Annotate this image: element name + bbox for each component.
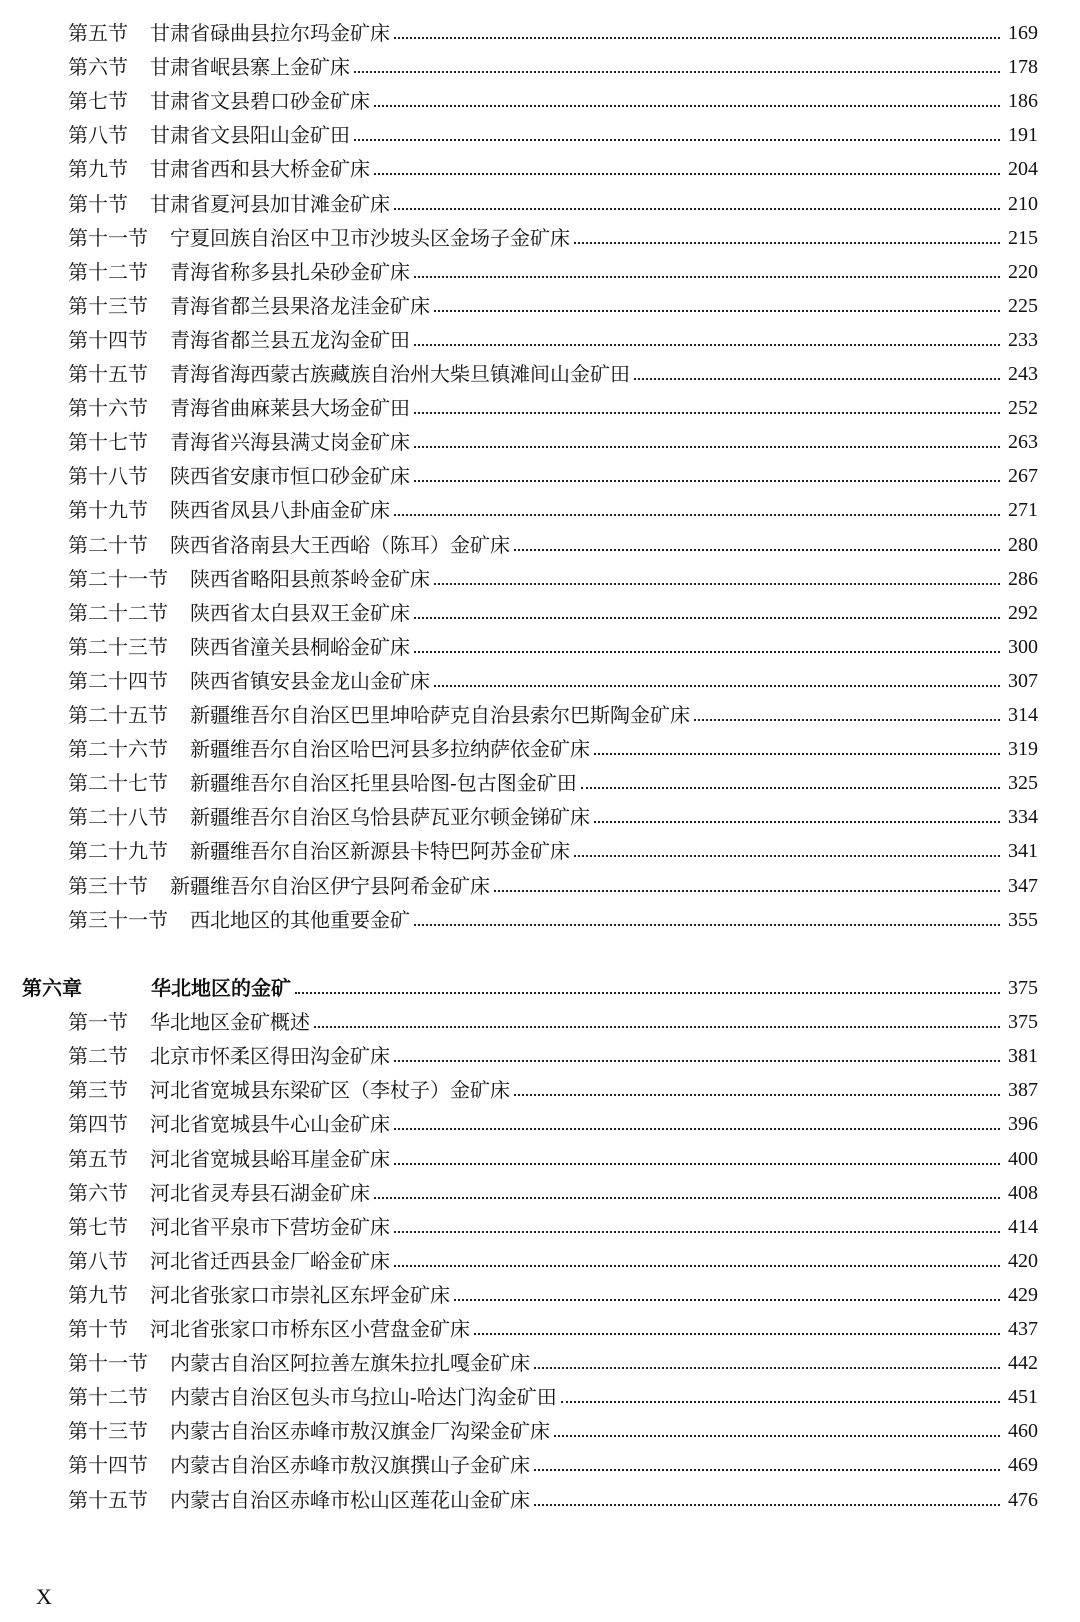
section-title: 陕西省凤县八卦庙金矿床	[170, 498, 390, 523]
section-entry[interactable]	[0, 425, 1080, 459]
section-entry[interactable]	[0, 800, 1080, 834]
section-title: 新疆维吾尔自治区托里县哈图-包古图金矿田	[190, 771, 577, 796]
section-entry[interactable]	[0, 596, 1080, 630]
section-label: 第十一节	[68, 1351, 148, 1376]
page-ref: 341	[1008, 840, 1038, 863]
section-title: 河北省宽城县峪耳崖金矿床	[150, 1146, 390, 1171]
section-title: 新疆维吾尔自治区伊宁县阿希金矿床	[170, 873, 490, 898]
section-entry[interactable]	[0, 834, 1080, 868]
section-label: 第二十一节	[68, 566, 168, 591]
leader-dots	[594, 821, 1000, 823]
leader-dots	[394, 37, 1000, 39]
section-title: 内蒙古自治区赤峰市敖汉旗金厂沟梁金矿床	[170, 1419, 550, 1444]
section-entry[interactable]	[0, 221, 1080, 255]
leader-dots	[374, 1197, 1000, 1199]
leader-dots	[694, 719, 1000, 721]
section-title: 华北地区金矿概述	[150, 1010, 310, 1035]
leader-dots	[574, 242, 1000, 244]
leader-dots	[634, 378, 1000, 380]
page-ref: 178	[1008, 56, 1038, 79]
section-title: 陕西省洛南县大王西峪（陈耳）金矿床	[170, 532, 510, 557]
section-title: 内蒙古自治区包头市乌拉山-哈达门沟金矿田	[170, 1385, 557, 1410]
page-ref: 314	[1008, 704, 1038, 726]
section-entry[interactable]	[0, 1005, 1080, 1039]
section-title: 甘肃省文县碧口砂金矿床	[150, 89, 370, 114]
section-entry[interactable]	[0, 84, 1080, 118]
section-label: 第二十二节	[68, 600, 168, 625]
leader-dots	[394, 1060, 1000, 1062]
leader-dots	[454, 1299, 1000, 1301]
section-title: 新疆维吾尔自治区巴里坤哈萨克自治县索尔巴斯陶金矿床	[190, 703, 690, 727]
section-label: 第十节	[68, 191, 128, 216]
section-label: 第二十五节	[68, 703, 168, 727]
section-entry[interactable]	[0, 1483, 1080, 1517]
section-entry[interactable]	[0, 528, 1080, 562]
page-ref: 396	[1008, 1113, 1038, 1136]
leader-dots	[534, 1367, 1000, 1369]
section-label: 第十节	[68, 1317, 128, 1341]
leader-dots	[414, 446, 1000, 448]
section-entry[interactable]	[0, 255, 1080, 289]
section-label: 第十二节	[68, 1385, 148, 1410]
section-label: 第十四节	[68, 1453, 148, 1478]
page-ref: 233	[1008, 328, 1038, 351]
leader-dots	[394, 514, 1000, 516]
section-entry[interactable]	[0, 50, 1080, 84]
page-number: X	[36, 1584, 52, 1609]
section-label: 第十九节	[68, 498, 148, 523]
section-label: 第一节	[68, 1010, 128, 1035]
section-entry[interactable]	[0, 1176, 1080, 1210]
section-label: 第二十六节	[68, 737, 168, 762]
section-entry[interactable]	[0, 323, 1080, 357]
section-title: 河北省宽城县牛心山金矿床	[150, 1112, 390, 1137]
leader-dots	[574, 855, 1000, 857]
leader-dots	[394, 1265, 1000, 1267]
section-label: 第十一节	[68, 225, 148, 250]
leader-dots	[414, 617, 1000, 619]
section-label: 第九节	[68, 1282, 128, 1307]
section-label: 第十六节	[68, 396, 148, 421]
section-entry[interactable]	[0, 766, 1080, 800]
section-title: 甘肃省碌曲县拉尔玛金矿床	[150, 21, 390, 45]
section-title: 新疆维吾尔自治区乌恰县萨瓦亚尔顿金锑矿床	[190, 805, 590, 830]
section-title: 宁夏回族自治区中卫市沙坡头区金场子金矿床	[170, 225, 570, 250]
section-entry[interactable]	[0, 1107, 1080, 1141]
page-ref: 215	[1008, 226, 1038, 249]
section-title: 青海省海西蒙古族藏族自治州大柴旦镇滩间山金矿田	[170, 362, 630, 386]
section-entry[interactable]	[0, 1448, 1080, 1482]
section-title: 西北地区的其他重要金矿	[190, 907, 410, 932]
page-ref: 476	[1008, 1488, 1038, 1511]
section-title: 河北省张家口市桥东区小营盘金矿床	[150, 1317, 470, 1341]
section-entry[interactable]	[0, 869, 1080, 903]
leader-dots	[414, 480, 1000, 482]
section-entry[interactable]	[0, 1312, 1080, 1346]
leader-dots	[414, 412, 1000, 414]
leader-dots	[394, 1163, 1000, 1165]
section-label: 第七节	[68, 1214, 128, 1239]
section-title: 新疆维吾尔自治区哈巴河县多拉纳萨依金矿床	[190, 737, 590, 762]
section-label: 第四节	[68, 1112, 128, 1137]
section-title: 陕西省镇安县金龙山金矿床	[190, 668, 430, 693]
page-ref: 420	[1008, 1249, 1038, 1272]
section-entry[interactable]	[0, 187, 1080, 221]
section-label: 第五节	[68, 1146, 128, 1171]
section-title: 河北省宽城县东梁矿区（李杖子）金矿床	[150, 1078, 510, 1103]
page-ref: 437	[1008, 1318, 1038, 1340]
section-entry[interactable]	[0, 732, 1080, 766]
page-ref: 169	[1008, 22, 1038, 44]
section-title: 内蒙古自治区赤峰市松山区莲花山金矿床	[170, 1487, 530, 1512]
section-title: 青海省称多县扎朵砂金矿床	[170, 259, 410, 284]
section-title: 内蒙古自治区赤峰市敖汉旗撰山子金矿床	[170, 1453, 530, 1478]
page-ref: 460	[1008, 1420, 1038, 1443]
section-label: 第三十节	[68, 873, 148, 898]
section-label: 第二十四节	[68, 668, 168, 693]
section-label: 第十五节	[68, 1487, 148, 1512]
section-entry[interactable]	[0, 16, 1080, 50]
page-ref: 263	[1008, 431, 1038, 454]
leader-dots	[295, 992, 1000, 994]
section-entry[interactable]	[0, 357, 1080, 391]
section-entry[interactable]	[0, 903, 1080, 937]
page-ref: 375	[1008, 1011, 1038, 1034]
section-title: 陕西省太白县双王金矿床	[190, 600, 410, 625]
section-title: 青海省都兰县果洛龙洼金矿床	[170, 293, 430, 318]
section-entry[interactable]	[0, 664, 1080, 698]
section-label: 第十二节	[68, 259, 148, 284]
leader-dots	[314, 1026, 1000, 1028]
section-entry[interactable]	[0, 1278, 1080, 1312]
section-label: 第九节	[68, 157, 128, 182]
section-label: 第七节	[68, 89, 128, 114]
section-title: 河北省迁西县金厂峪金矿床	[150, 1248, 390, 1273]
page-ref: 271	[1008, 499, 1038, 522]
section-label: 第二十节	[68, 532, 148, 557]
section-title: 甘肃省西和县大桥金矿床	[150, 157, 370, 182]
page-ref: 319	[1008, 738, 1038, 761]
page-ref: 387	[1008, 1079, 1038, 1102]
section-label: 第十八节	[68, 464, 148, 489]
section-entry[interactable]	[0, 1142, 1080, 1176]
chapter-label: 第六章	[22, 976, 82, 1000]
page-ref: 186	[1008, 90, 1038, 113]
leader-dots	[354, 139, 1000, 141]
page-ref: 334	[1008, 806, 1038, 829]
page-ref: 300	[1008, 635, 1038, 658]
page-ref: 191	[1008, 124, 1038, 147]
section-entry[interactable]	[0, 1039, 1080, 1073]
leader-dots	[414, 924, 1000, 926]
section-label: 第三十一节	[68, 907, 168, 932]
leader-dots	[374, 173, 1000, 175]
leader-dots	[414, 276, 1000, 278]
section-label: 第二节	[68, 1044, 128, 1069]
leader-dots	[394, 1128, 1000, 1130]
section-entry[interactable]	[0, 289, 1080, 323]
section-entry[interactable]	[0, 118, 1080, 152]
page-ref: 210	[1008, 192, 1038, 215]
section-label: 第二十七节	[68, 771, 168, 796]
section-label: 第五节	[68, 21, 128, 45]
section-entry[interactable]	[0, 459, 1080, 493]
leader-dots	[514, 549, 1000, 551]
section-title: 河北省张家口市崇礼区东坪金矿床	[150, 1282, 450, 1307]
page-ref: 408	[1008, 1181, 1038, 1204]
section-label: 第六节	[68, 1180, 128, 1205]
chapter-title: 华北地区的金矿	[151, 976, 291, 1000]
page-ref: 355	[1008, 908, 1038, 931]
page-ref: 451	[1008, 1386, 1038, 1409]
section-label: 第六节	[68, 55, 128, 80]
section-entry[interactable]	[0, 1414, 1080, 1448]
page-ref: 381	[1008, 1045, 1038, 1068]
leader-dots	[594, 753, 1000, 755]
section-title: 河北省平泉市下营坊金矿床	[150, 1214, 390, 1239]
leader-dots	[534, 1469, 1000, 1471]
section-title: 内蒙古自治区阿拉善左旗朱拉扎嘎金矿床	[170, 1351, 530, 1376]
page-ref: 307	[1008, 669, 1038, 692]
section-label: 第八节	[68, 1248, 128, 1273]
page-ref: 220	[1008, 260, 1038, 283]
section-label: 第十三节	[68, 1419, 148, 1444]
section-label: 第三节	[68, 1078, 128, 1103]
leader-dots	[534, 1504, 1000, 1506]
leader-dots	[474, 1333, 1000, 1335]
page-ref: 280	[1008, 533, 1038, 556]
leader-dots	[434, 685, 1000, 687]
section-label: 第二十八节	[68, 805, 168, 830]
section-title: 甘肃省岷县寨上金矿床	[150, 55, 350, 80]
leader-dots	[374, 105, 1000, 107]
section-label: 第十七节	[68, 430, 148, 455]
section-label: 第八节	[68, 123, 128, 148]
section-title: 陕西省潼关县桐峪金矿床	[190, 634, 410, 659]
leader-dots	[494, 890, 1000, 892]
leader-dots	[414, 344, 1000, 346]
section-title: 青海省曲麻莱县大场金矿田	[170, 396, 410, 421]
leader-dots	[554, 1435, 1000, 1437]
section-entry[interactable]	[0, 698, 1080, 732]
section-entry[interactable]	[0, 1073, 1080, 1107]
section-entry[interactable]	[0, 630, 1080, 664]
section-entry[interactable]	[0, 152, 1080, 186]
page-ref: 204	[1008, 158, 1038, 181]
section-entry[interactable]	[0, 493, 1080, 527]
page-ref: 225	[1008, 294, 1038, 317]
section-label: 第二十九节	[68, 839, 168, 864]
leader-dots	[414, 651, 1000, 653]
section-title: 青海省兴海县满丈岗金矿床	[170, 430, 410, 455]
page-ref: 429	[1008, 1283, 1038, 1306]
leader-dots	[561, 1401, 1000, 1403]
section-entry[interactable]	[0, 1210, 1080, 1244]
page-ref: 292	[1008, 601, 1038, 624]
leader-dots	[354, 71, 1000, 73]
page-ref: 400	[1008, 1147, 1038, 1170]
page-ref: 252	[1008, 397, 1038, 420]
leader-dots	[394, 1231, 1000, 1233]
leader-dots	[581, 787, 1000, 789]
leader-dots	[434, 583, 1000, 585]
section-title: 陕西省安康市恒口砂金矿床	[170, 464, 410, 489]
section-label: 第十五节	[68, 362, 148, 386]
section-entry[interactable]	[0, 1346, 1080, 1380]
leader-dots	[434, 310, 1000, 312]
page-ref: 286	[1008, 567, 1038, 590]
page-ref: 243	[1008, 363, 1038, 385]
section-entry[interactable]	[0, 1380, 1080, 1414]
section-title: 青海省都兰县五龙沟金矿田	[170, 327, 410, 352]
page-ref: 325	[1008, 772, 1038, 795]
page-ref: 375	[1008, 977, 1038, 999]
page-ref: 442	[1008, 1352, 1038, 1375]
leader-dots	[394, 208, 1000, 210]
section-entry[interactable]	[0, 1244, 1080, 1278]
section-title: 北京市怀柔区得田沟金矿床	[150, 1044, 390, 1069]
section-title: 陕西省略阳县煎茶岭金矿床	[190, 566, 430, 591]
section-title: 新疆维吾尔自治区新源县卡特巴阿苏金矿床	[190, 839, 570, 864]
section-title: 甘肃省文县阳山金矿田	[150, 123, 350, 148]
section-entry[interactable]	[0, 562, 1080, 596]
chapter-entry[interactable]	[0, 971, 1080, 1005]
section-label: 第十三节	[68, 293, 148, 318]
section-label: 第二十三节	[68, 634, 168, 659]
page-ref: 469	[1008, 1454, 1038, 1477]
page-ref: 414	[1008, 1215, 1038, 1238]
section-title: 甘肃省夏河县加甘滩金矿床	[150, 191, 390, 216]
page-ref: 267	[1008, 465, 1038, 488]
leader-dots	[514, 1094, 1000, 1096]
section-label: 第十四节	[68, 327, 148, 352]
section-entry[interactable]	[0, 391, 1080, 425]
page-ref: 347	[1008, 874, 1038, 897]
section-title: 河北省灵寿县石湖金矿床	[150, 1180, 370, 1205]
